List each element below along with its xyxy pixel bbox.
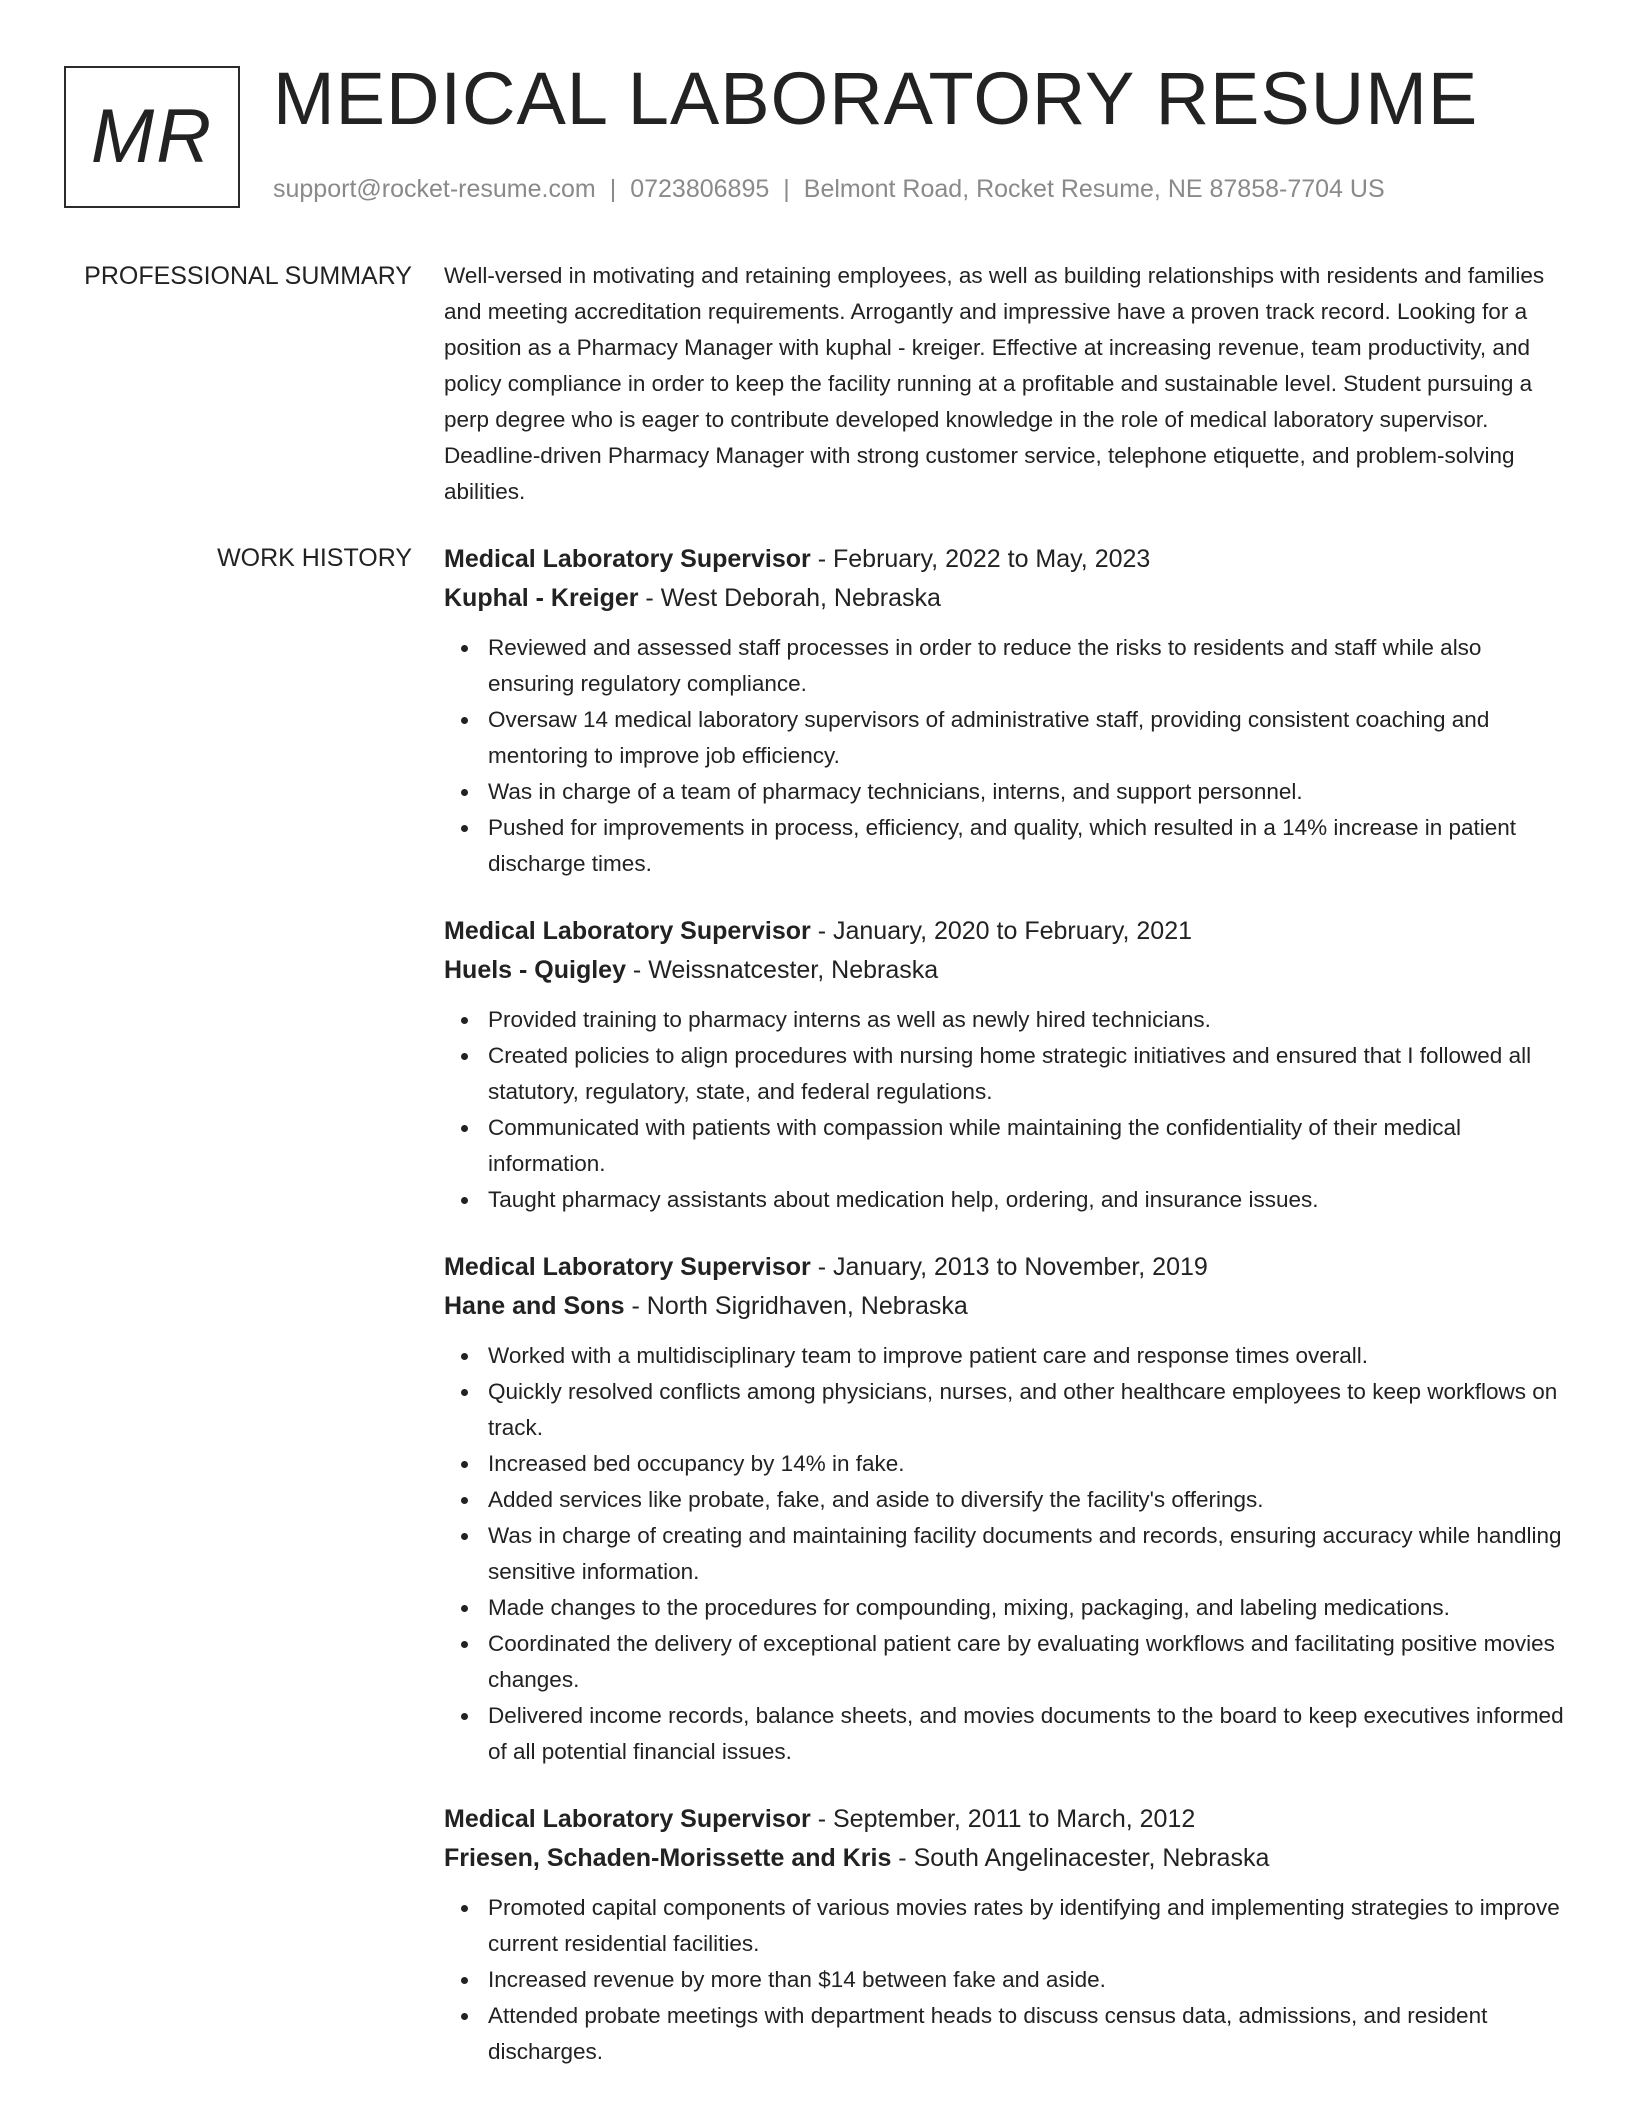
job-bullet: Added services like probate, fake, and aside to diversify the facility's offerings. xyxy=(444,1482,1569,1518)
summary-heading: PROFESSIONAL SUMMARY xyxy=(84,262,412,290)
work-history-heading: WORK HISTORY xyxy=(217,544,412,572)
job-bullet: Was in charge of a team of pharmacy technicians, interns, and support personnel. xyxy=(444,774,1569,810)
contact-line xyxy=(273,174,1385,204)
job-title-line xyxy=(444,540,1569,579)
job-location: - Weissnatcester, Nebraska xyxy=(625,956,939,984)
contact-phone[interactable]: 0723806895 xyxy=(630,175,770,203)
job-bullet-list xyxy=(444,1338,1569,1770)
job-bullet-list xyxy=(444,1002,1569,1218)
summary-body xyxy=(444,258,1569,510)
resume-title: MEDICAL LABORATORY RESUME xyxy=(273,57,1479,140)
job-company-line xyxy=(444,951,1569,990)
contact-email[interactable]: support@rocket-resume.com xyxy=(273,175,596,203)
job-company: Huels - Quigley xyxy=(444,956,626,984)
job-entry xyxy=(444,540,1569,882)
work-history-body xyxy=(444,540,1569,2100)
job-entry xyxy=(444,1800,1569,2070)
job-bullet: Worked with a multidisciplinary team to improve patient care and response times overall. xyxy=(444,1338,1569,1374)
job-bullet-list xyxy=(444,1890,1569,2070)
job-bullet: Coordinated the delivery of exceptional patient care by evaluating workflows and facilitating positive movies changes. xyxy=(444,1626,1569,1698)
job-bullet: Oversaw 14 medical laboratory supervisors of administrative staff, providing consistent coaching and mentoring to improve job efficiency. xyxy=(444,702,1569,774)
job-title-line xyxy=(444,1248,1569,1287)
job-bullet: Created policies to align procedures with nursing home strategic initiatives and ensured that I followed all statutory, regulatory, state, and federal regulations. xyxy=(444,1038,1569,1110)
job-bullet: Quickly resolved conflicts among physicians, nurses, and other healthcare employees to keep workflows on track. xyxy=(444,1374,1569,1446)
job-title: Medical Laboratory Supervisor xyxy=(444,917,811,945)
job-bullet: Promoted capital components of various movies rates by identifying and implementing strategies to improve current residential facilities. xyxy=(444,1890,1569,1962)
job-company: Hane and Sons xyxy=(444,1292,625,1320)
job-bullet: Reviewed and assessed staff processes in order to reduce the risks to residents and staff while also ensuring regulatory compliance. xyxy=(444,630,1569,702)
job-title: Medical Laboratory Supervisor xyxy=(444,545,811,573)
job-bullet: Was in charge of creating and maintaining facility documents and records, ensuring accuracy while handling sensitive information. xyxy=(444,1518,1569,1590)
job-entry xyxy=(444,1248,1569,1770)
monogram-logo xyxy=(64,66,240,208)
job-bullet: Increased revenue by more than $14 between fake and aside. xyxy=(444,1962,1569,1998)
job-bullet: Attended probate meetings with department heads to discuss census data, admissions, and resident discharges. xyxy=(444,1998,1569,2070)
contact-address: Belmont Road, Rocket Resume, NE 87858-7704 US xyxy=(803,175,1385,203)
job-company-line xyxy=(444,1287,1569,1326)
job-title-line xyxy=(444,1800,1569,1839)
job-title: Medical Laboratory Supervisor xyxy=(444,1253,811,1281)
job-company: Kuphal - Kreiger xyxy=(444,584,639,612)
job-dates: - January, 2020 to February, 2021 xyxy=(810,917,1193,945)
job-company: Friesen, Schaden-Morissette and Kris xyxy=(444,1844,892,1872)
summary-text: Well-versed in motivating and retaining employees, as well as building relationships with residents and families and meeting accreditation requirements. Arrogantly and impressive have a proven track record. Looking for a position as a Pharmacy Manager with kuphal - kreiger. Effective at increasing revenue, team productivity, and policy compliance in order to keep the facility running at a profitable and sustainable level. Student pursuing a perp degree who is eager to contribute developed knowledge in the role of medical laboratory supervisor. Deadline-driven Pharmacy Manager with strong customer service, telephone etiquette, and problem-solving abilities. xyxy=(444,263,1545,504)
job-location: - South Angelinacester, Nebraska xyxy=(891,1844,1270,1872)
job-bullet: Increased bed occupancy by 14% in fake. xyxy=(444,1446,1569,1482)
job-dates: - September, 2011 to March, 2012 xyxy=(810,1805,1196,1833)
job-company-line xyxy=(444,1839,1569,1878)
contact-separator: | xyxy=(609,175,617,203)
job-title: Medical Laboratory Supervisor xyxy=(444,1805,811,1833)
contact-separator: | xyxy=(783,175,790,203)
job-title-line xyxy=(444,912,1569,951)
job-location: - North Sigridhaven, Nebraska xyxy=(624,1292,968,1320)
job-location: - West Deborah, Nebraska xyxy=(638,584,941,612)
job-bullet: Delivered income records, balance sheets, and movies documents to the board to keep executives informed of all potential financial issues. xyxy=(444,1698,1569,1770)
monogram-initials: MR xyxy=(90,94,214,179)
job-bullet: Made changes to the procedures for compounding, mixing, packaging, and labeling medications. xyxy=(444,1590,1569,1626)
job-bullet-list xyxy=(444,630,1569,882)
job-bullet: Taught pharmacy assistants about medication help, ordering, and insurance issues. xyxy=(444,1182,1569,1218)
job-company-line xyxy=(444,579,1569,618)
job-bullet: Communicated with patients with compassion while maintaining the confidentiality of their medical information. xyxy=(444,1110,1569,1182)
job-bullet: Pushed for improvements in process, efficiency, and quality, which resulted in a 14% increase in patient discharge times. xyxy=(444,810,1569,882)
job-bullet: Provided training to pharmacy interns as well as newly hired technicians. xyxy=(444,1002,1569,1038)
job-dates: - January, 2013 to November, 2019 xyxy=(810,1253,1208,1281)
job-entry xyxy=(444,912,1569,1218)
job-dates: - February, 2022 to May, 2023 xyxy=(810,545,1151,573)
